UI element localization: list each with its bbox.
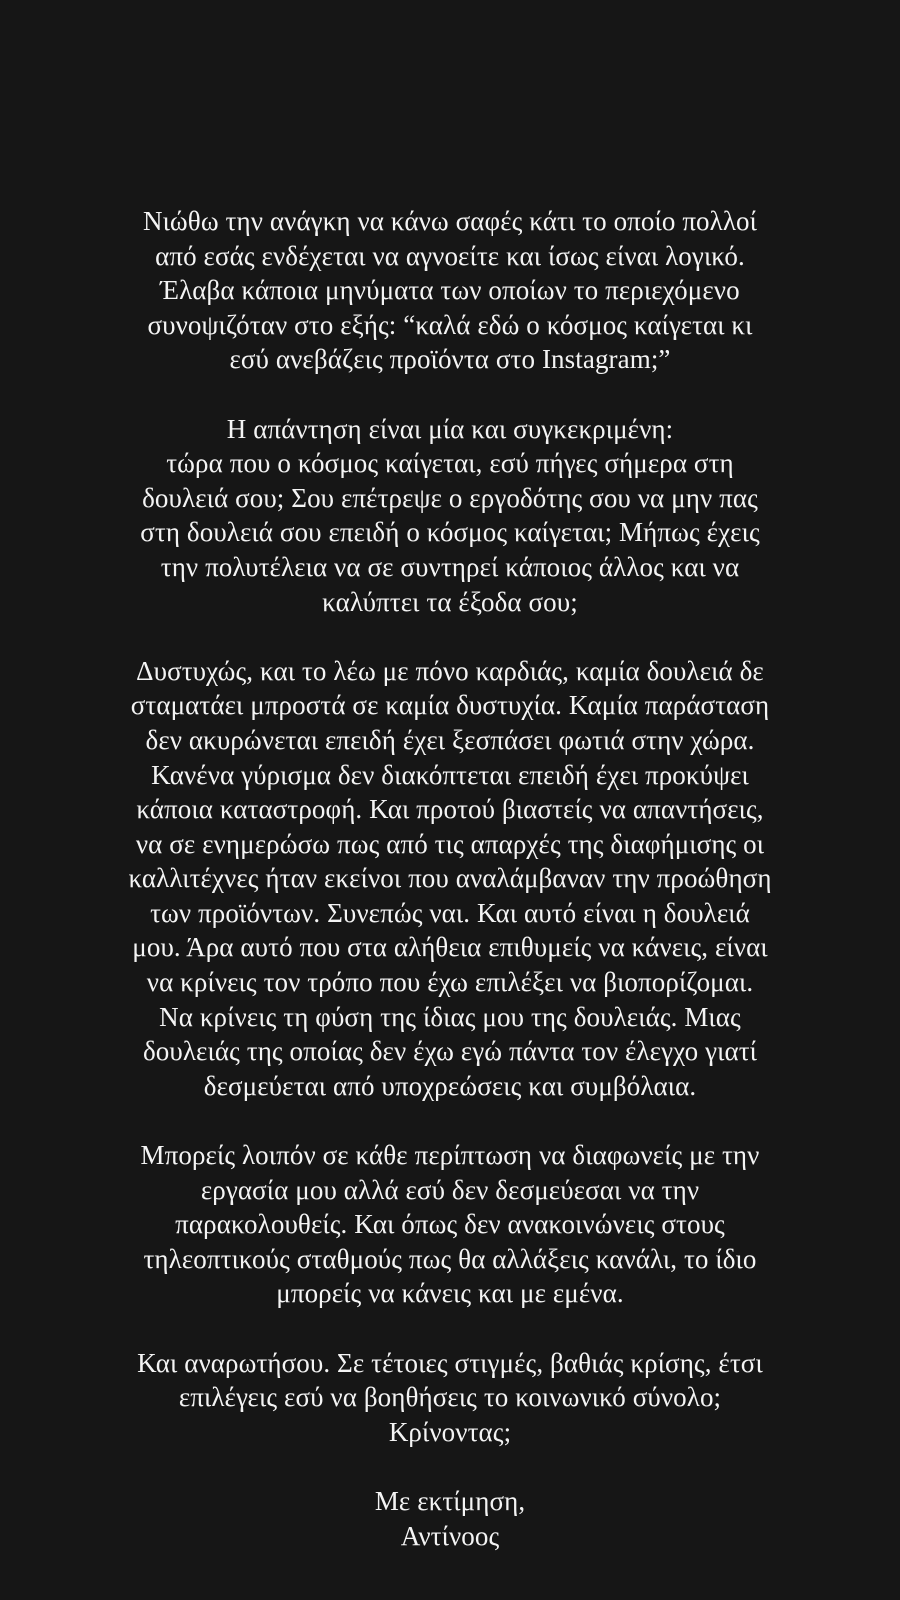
paragraph-3-line-9: μου. Άρα αυτό που στα αλήθεια επιθυμείς να κάνεις, είναι	[132, 932, 768, 963]
paragraph-4	[90, 1138, 810, 1311]
paragraph-gap	[90, 1311, 810, 1346]
paragraph-3-line-3: δεν ακυρώνεται επειδή έχει ξεσπάσει φωτιά στην χώρα.	[145, 724, 755, 755]
paragraph-3-line-13: δεσμεύεται από υποχρεώσεις και συμβόλαια.	[203, 1070, 697, 1101]
paragraph-4-line-3: παρακολουθείς. Και όπως δεν ανακοινώνεις στους	[175, 1209, 725, 1240]
paragraph-4-line-5: μπορείς να κάνεις και με εμένα.	[276, 1278, 624, 1309]
paragraph-2-line-1: Η απάντηση είναι μία και συγκεκριμένη:	[226, 413, 674, 444]
signature-closing: Με εκτίμηση,	[374, 1485, 526, 1516]
paragraph-1-line-3: Έλαβα κάποια μηνύματα των οποίων το περιεχόμενο	[160, 275, 740, 306]
paragraph-1	[90, 204, 810, 377]
paragraph-4-line-2: εργασία μου αλλά εσύ δεν δεσμεύεσαι να την	[200, 1174, 700, 1205]
paragraph-2	[90, 412, 810, 620]
paragraph-2-line-4: στη δουλειά σου επειδή ο κόσμος καίγεται; Μήπως έχεις	[140, 517, 760, 548]
signature-name: Αντίνοος	[400, 1520, 500, 1551]
paragraph-4-line-1: Μπορείς λοιπόν σε κάθε περίπτωση να διαφωνείς με την	[140, 1140, 760, 1171]
paragraph-3-line-5: κάποια καταστροφή. Και προτού βιαστείς να απαντήσεις,	[136, 794, 764, 825]
paragraph-2-line-5: την πολυτέλεια να σε συντηρεί κάποιος άλλος και να	[160, 551, 740, 582]
signature	[90, 1484, 810, 1553]
paragraph-3	[90, 654, 810, 1104]
paragraph-1-line-2: από εσάς ενδέχεται να αγνοείτε και ίσως είναι λογικό.	[155, 240, 745, 271]
paragraph-3-line-12: δουλειάς της οποίας δεν έχω εγώ πάντα τον έλεγχο γιατί	[142, 1036, 758, 1067]
paragraph-3-line-6: να σε ενημερώσω πως από τις απαρχές της διαφήμισης οι	[135, 828, 765, 859]
paragraph-2-line-2: τώρα που ο κόσμος καίγεται, εσύ πήγες σήμερα στη	[166, 448, 734, 479]
story-text-block	[90, 204, 810, 1553]
paragraph-2-line-6: καλύπτει τα έξοδα σου;	[322, 586, 578, 617]
paragraph-gap	[90, 1449, 810, 1484]
paragraph-5-line-1: Και αναρωτήσου. Σε τέτοιες στιγμές, βαθιάς κρίσης, έτσι	[137, 1347, 763, 1378]
paragraph-5	[90, 1346, 810, 1450]
paragraph-1-line-4: συνοψιζόταν στο εξής: “καλά εδώ ο κόσμος καίγεται κι	[147, 309, 753, 340]
paragraph-1-line-5: εσύ ανεβάζεις προϊόντα στο Instagram;”	[229, 344, 671, 375]
paragraph-3-line-8: των προϊόντων. Συνεπώς ναι. Και αυτό είναι η δουλειά	[150, 897, 750, 928]
paragraph-4-line-4: τηλεοπτικούς σταθμούς πως θα αλλάξεις κανάλι, το ίδιο	[143, 1243, 757, 1274]
paragraph-3-line-4: Κανένα γύρισμα δεν διακόπτεται επειδή έχει προκύψει	[151, 759, 749, 790]
paragraph-5-line-2: επιλέγεις εσύ να βοηθήσεις το κοινωνικό σύνολο;	[178, 1382, 722, 1413]
paragraph-5-line-3: Κρίνοντας;	[388, 1416, 512, 1447]
paragraph-3-line-11: Να κρίνεις τη φύση της ίδιας μου της δουλειάς. Μιας	[159, 1001, 741, 1032]
paragraph-3-line-10: να κρίνεις τον τρόπο που έχω επιλέξει να βιοπορίζομαι.	[146, 967, 754, 998]
paragraph-3-line-2: σταματάει μπροστά σε καμία δυστυχία. Καμία παράσταση	[130, 690, 770, 721]
paragraph-2-line-3: δουλειά σου; Σου επέτρεψε ο εργοδότης σου να μην πας	[142, 482, 758, 513]
paragraph-gap	[90, 619, 810, 654]
paragraph-3-line-7: καλλιτέχνες ήταν εκείνοι που αναλάμβαναν την προώθηση	[128, 863, 772, 894]
paragraph-1-line-1: Νιώθω την ανάγκη να κάνω σαφές κάτι το οποίο πολλοί	[142, 206, 758, 236]
paragraph-3-line-1: Δυστυχώς, και το λέω με πόνο καρδιάς, καμία δουλειά δε	[136, 655, 764, 686]
paragraph-gap	[90, 377, 810, 412]
paragraph-gap	[90, 1103, 810, 1138]
